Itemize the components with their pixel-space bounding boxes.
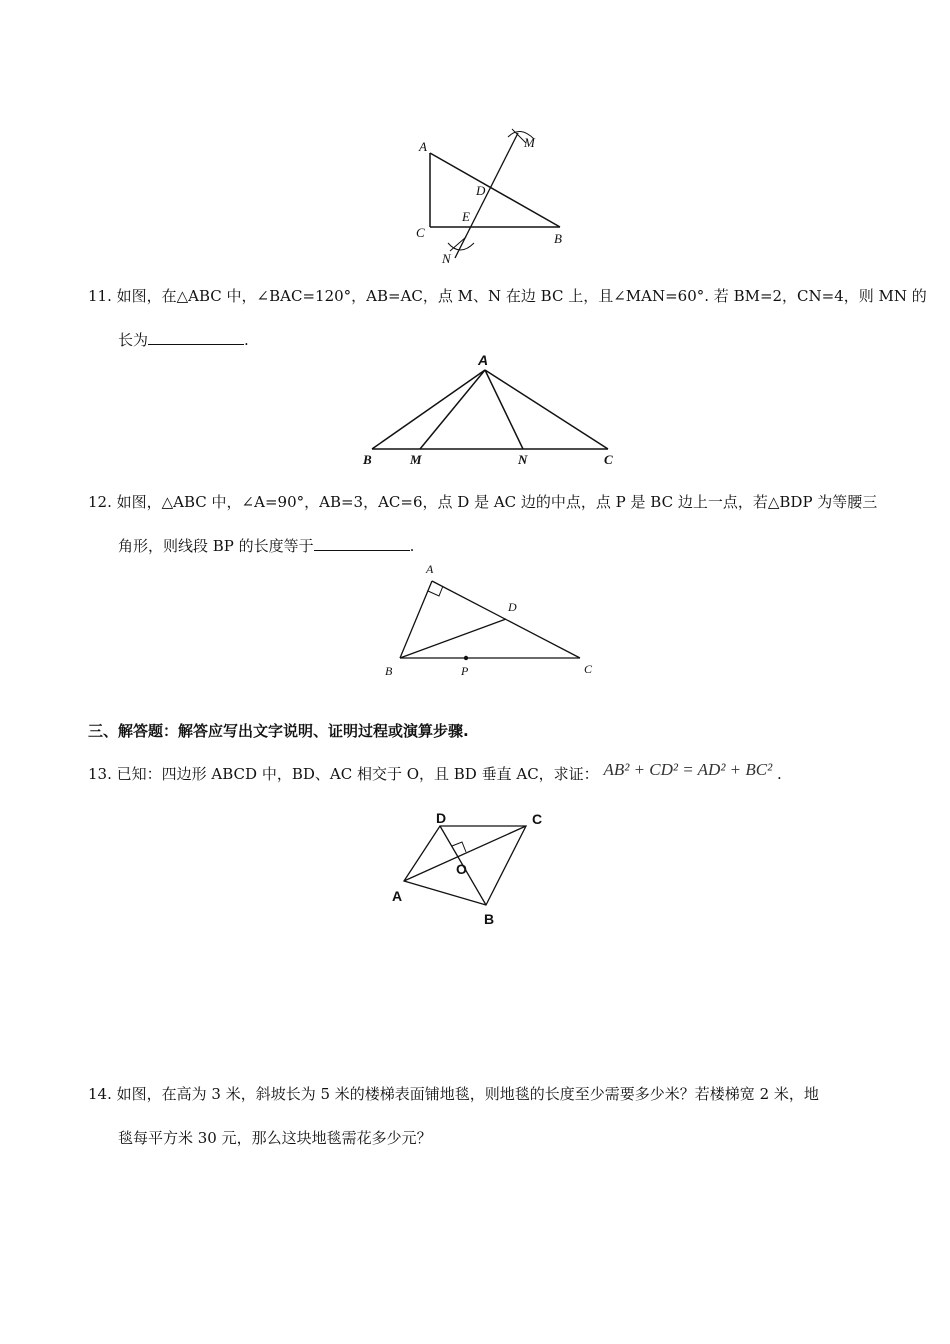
- segment-bd: [400, 619, 506, 658]
- label-d: D: [476, 183, 486, 198]
- question-14-line2: [118, 1116, 432, 1160]
- segment-ab: [372, 370, 485, 449]
- label-m: M: [410, 452, 422, 467]
- arc-n2: [450, 237, 466, 251]
- label-d: D: [436, 810, 447, 826]
- label-m: M: [524, 135, 535, 150]
- question-12-text: 如图，△ABC 中，∠A=90°，AB=3，AC=6，点 D 是 AC 边的中点，点 P 是 BC 边上一点，若△BDP 为等腰三: [116, 493, 878, 511]
- question-11-line2: [118, 318, 249, 362]
- segment-ab: [400, 581, 432, 658]
- label-b: B: [484, 911, 495, 927]
- label-p: P: [461, 664, 469, 678]
- question-14-line1: [88, 1072, 819, 1116]
- answer-blank-12[interactable]: [314, 536, 410, 551]
- question-12-suffix: .: [409, 537, 415, 555]
- question-12-prefix: 角形，则线段 BP 的长度等于: [118, 537, 314, 555]
- label-e: E: [462, 209, 470, 224]
- figure-q13: [384, 808, 554, 933]
- figure-q11: [360, 352, 625, 470]
- question-11: [88, 274, 927, 364]
- question-13: [88, 752, 868, 796]
- question-14-text-1: 如图，在高为 3 米，斜坡长为 5 米的楼梯表面铺地毯，则地毯的长度至少需要多少米？若楼梯宽 2 米，地: [116, 1085, 819, 1103]
- question-13-text: 已知：四边形 ABCD 中，BD、AC 相交于 O，且 BD 垂直 AC，求证：: [116, 765, 599, 783]
- question-11-text: 如图，在△ABC 中，∠BAC=120°，AB=AC，点 M、N 在边 BC 上，且∠MAN=60°. 若 BM=2，CN=4，则 MN 的: [116, 287, 927, 305]
- right-angle-mark: [428, 586, 443, 596]
- question-14-text-2: 毯每平方米 30 元，那么这块地毯需花多少元？: [118, 1129, 432, 1147]
- question-13-suffix: .: [777, 765, 782, 783]
- label-c: C: [532, 811, 543, 827]
- label-o: O: [456, 861, 467, 877]
- label-a: A: [478, 352, 489, 368]
- figure-q12-svg: [378, 560, 603, 682]
- question-11-line1: [88, 274, 927, 318]
- answer-blank-11[interactable]: [148, 330, 244, 345]
- label-a: A: [426, 562, 434, 576]
- figure-q12: [378, 560, 603, 682]
- question-11-prefix: 长为: [118, 331, 149, 349]
- point-p: [464, 656, 468, 660]
- question-12-number: 12.: [88, 493, 112, 511]
- question-14-number: 14.: [88, 1085, 112, 1103]
- figure-q11-svg: [360, 352, 625, 470]
- bisector-line-mn: [455, 133, 518, 258]
- question-12-line2: [118, 524, 414, 568]
- label-c: C: [604, 452, 613, 467]
- label-a: A: [419, 139, 427, 154]
- label-d: D: [508, 600, 517, 614]
- label-b: B: [385, 664, 393, 678]
- question-11-suffix: .: [244, 331, 249, 349]
- question-14: [88, 1072, 868, 1162]
- question-12: [88, 480, 878, 570]
- label-c: C: [416, 225, 425, 240]
- label-a: A: [392, 888, 403, 904]
- segment-ab: [430, 153, 560, 227]
- figure-q13-svg: [384, 808, 554, 933]
- label-c: C: [584, 662, 593, 676]
- label-b: B: [554, 231, 562, 246]
- figure-q10: [410, 125, 570, 270]
- label-b: B: [363, 452, 372, 467]
- label-n: N: [442, 251, 451, 266]
- label-n: N: [518, 452, 528, 467]
- section-3-title: 三、解答题：解答应写出文字说明、证明过程或演算步骤.: [88, 722, 469, 740]
- question-13-number: 13.: [88, 765, 112, 783]
- figure-q10-svg: [410, 125, 570, 270]
- question-11-number: 11.: [88, 287, 112, 305]
- question-12-line1: [88, 480, 877, 524]
- question-13-formula: AB² + CD² = AD² + BC²: [603, 760, 773, 779]
- question-13-line: [88, 752, 782, 796]
